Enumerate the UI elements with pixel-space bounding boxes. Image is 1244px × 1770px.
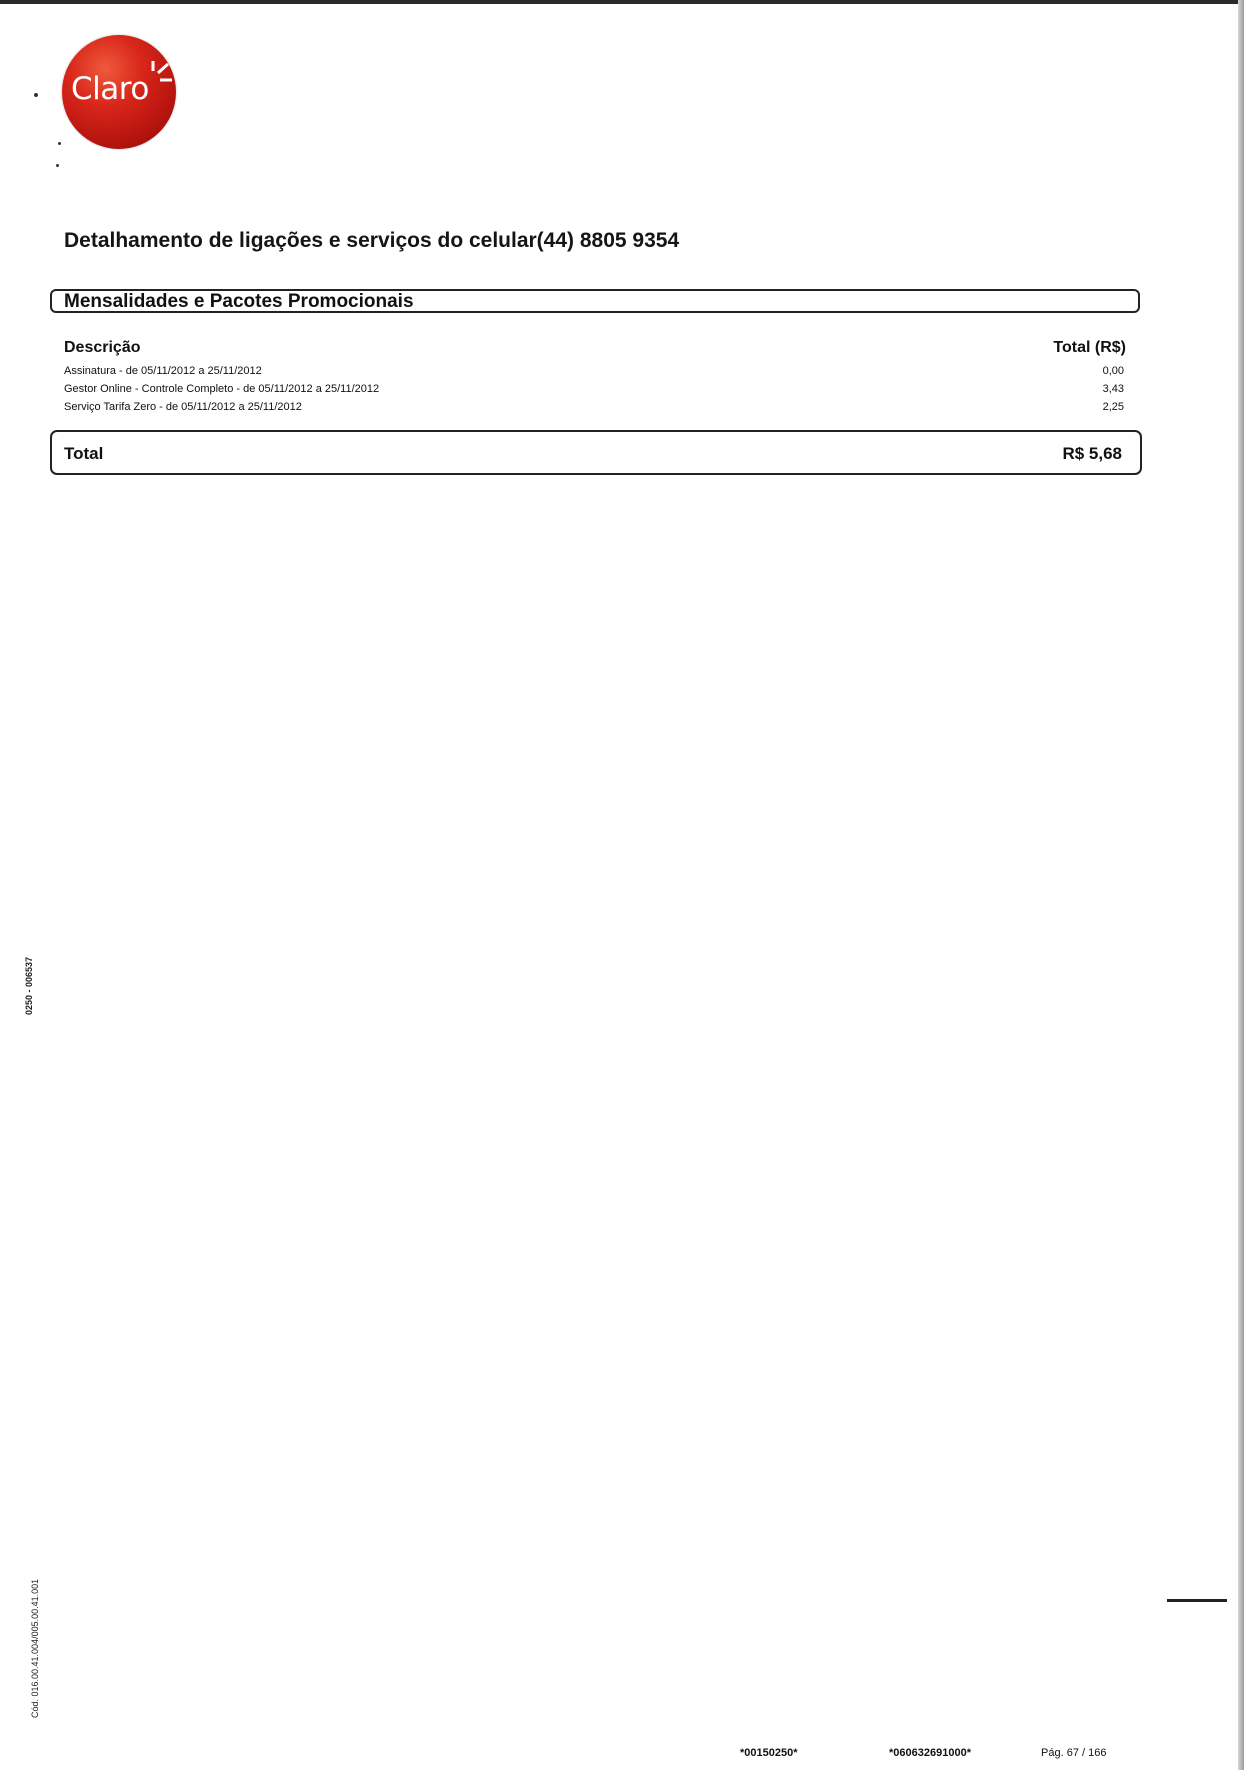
footer-barcode-2: *060632691000*: [889, 1747, 971, 1759]
logo-rays-icon: [148, 57, 174, 87]
charges-list: [64, 362, 1124, 416]
side-batch-code: 0250 - 006537: [24, 956, 34, 1015]
charge-description: Assinatura - de 05/11/2012 a 25/11/2012: [64, 365, 262, 377]
page-number: Pág. 67 / 166: [1041, 1747, 1107, 1759]
logo-text: Claro: [71, 71, 149, 107]
page-label: Pág.: [1041, 1747, 1064, 1759]
scan-speck: [34, 93, 38, 97]
section-header: [50, 289, 1140, 313]
charge-description: Gestor Online - Controle Completo - de 05/11/2012 a 25/11/2012: [64, 383, 380, 395]
claro-logo: [62, 35, 176, 149]
charge-value: 0,00: [1102, 365, 1124, 377]
charge-row: [64, 380, 1124, 398]
scan-speck: [56, 164, 59, 167]
charge-value: 2,25: [1102, 401, 1124, 413]
total-box: [50, 430, 1142, 475]
side-document-code: Cód. 016.00.41.004/005.00.41.001: [30, 1578, 40, 1718]
scan-top-edge: [0, 0, 1244, 4]
page-total: 166: [1088, 1747, 1107, 1759]
scan-right-edge: [1238, 0, 1244, 1770]
footer-barcode-1: *00150250*: [740, 1747, 798, 1759]
column-header-description: Descrição: [64, 339, 141, 356]
margin-mark: [1167, 1599, 1227, 1602]
page-title: Detalhamento de ligações e serviços do celular(44) 8805 9354: [64, 229, 680, 252]
column-header-total: Total (R$): [1053, 339, 1126, 356]
charge-row: [64, 362, 1124, 380]
total-value: R$ 5,68: [1062, 444, 1122, 463]
charge-row: [64, 398, 1124, 416]
charge-description: Serviço Tarifa Zero - de 05/11/2012 a 25/11/2012: [64, 401, 302, 413]
scan-speck: [58, 142, 61, 145]
charge-value: 3,43: [1102, 383, 1124, 395]
section-title: Mensalidades e Pacotes Promocionais: [64, 291, 414, 312]
page-current: 67: [1066, 1747, 1079, 1759]
total-label: Total: [64, 444, 104, 463]
